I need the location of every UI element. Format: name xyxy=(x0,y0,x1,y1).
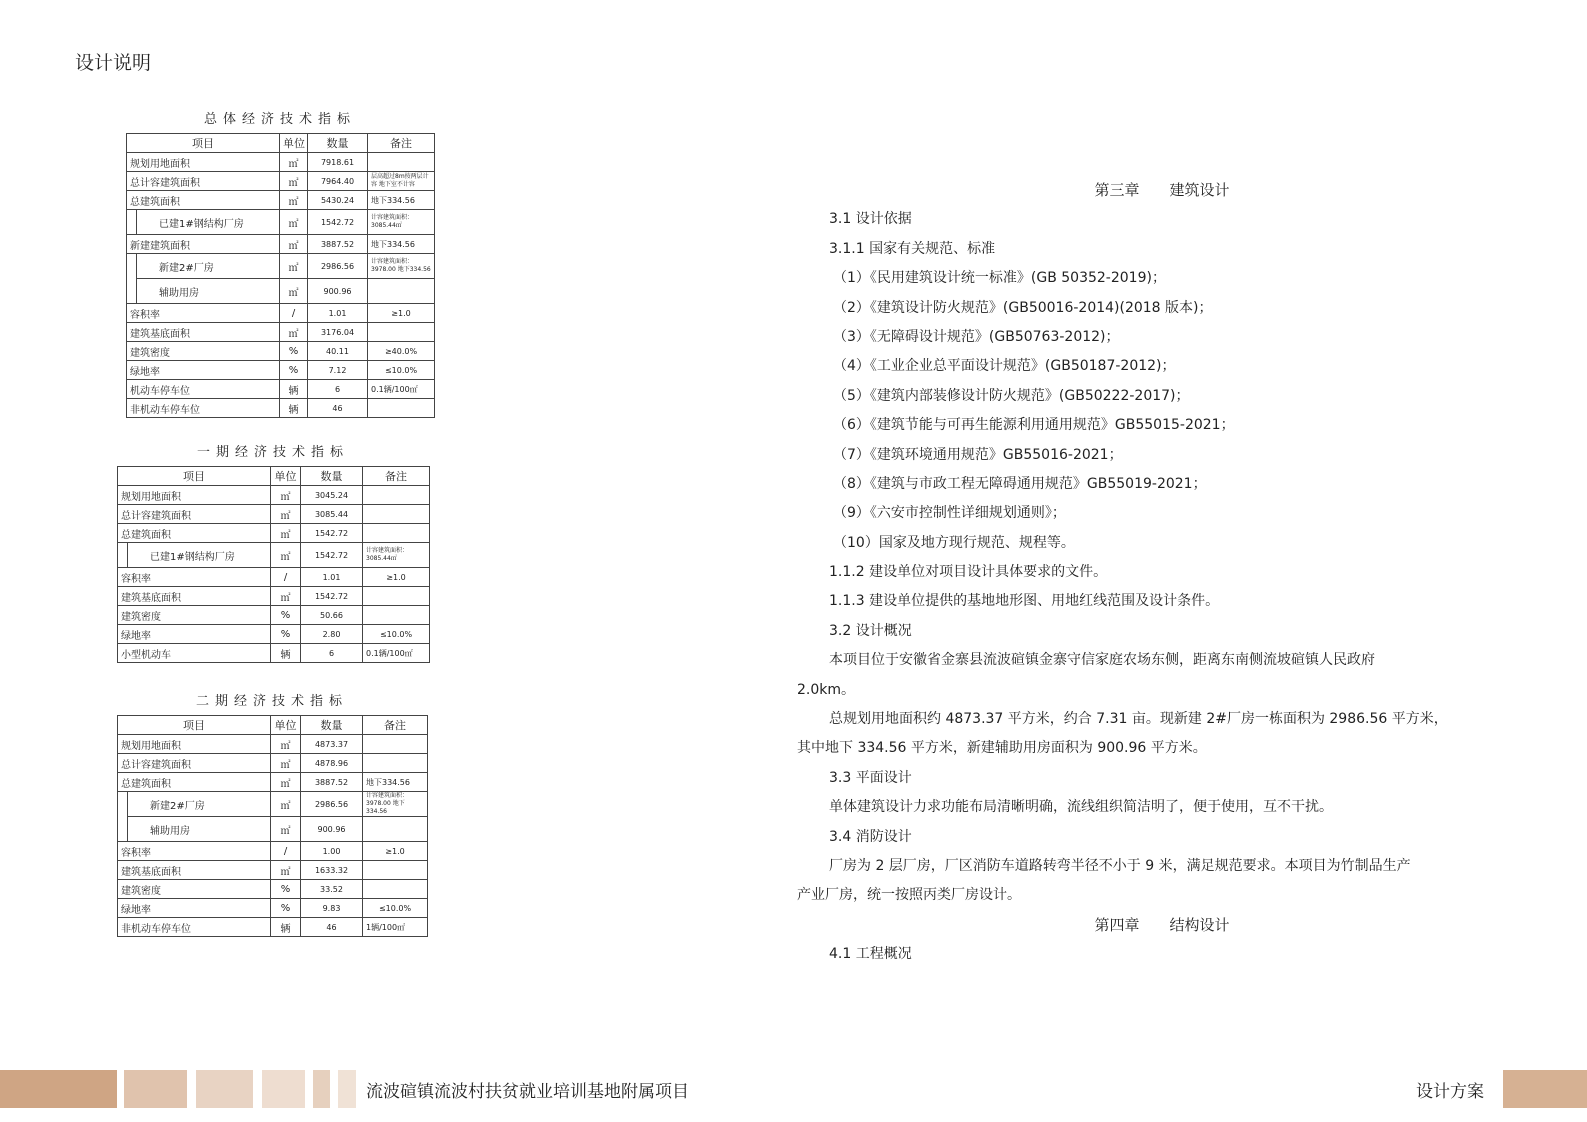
section-heading: 1.1.2 建设单位对项目设计具体要求的文件。 xyxy=(829,564,1108,581)
cell-qty: 50.66 xyxy=(301,606,363,625)
header-qty: 数量 xyxy=(301,467,363,486)
table-row xyxy=(127,172,435,191)
cell-name: 规划用地面积 xyxy=(118,486,271,505)
cell-unit: ㎡ xyxy=(280,323,308,342)
cell-note: ≥1.0 xyxy=(363,568,430,587)
cell-unit: % xyxy=(280,342,308,361)
table-row xyxy=(118,606,430,625)
cell-qty: 6 xyxy=(308,380,368,399)
cell-name: 新建建筑面积 xyxy=(127,235,280,254)
standard-item: （9）《六安市控制性详细规划通则》； xyxy=(833,505,1066,522)
standard-item: （8）《建筑与市政工程无障碍通用规范》GB55019-2021； xyxy=(833,475,1207,492)
cell-qty: 7.12 xyxy=(308,361,368,380)
cell-name: 容积率 xyxy=(118,568,271,587)
table-row xyxy=(127,361,435,380)
header-unit: 单位 xyxy=(271,716,301,735)
table-row xyxy=(127,191,435,210)
cell-name: 容积率 xyxy=(127,304,280,323)
header-unit: 单位 xyxy=(280,134,308,153)
header-qty: 数量 xyxy=(308,134,368,153)
header-item: 项目 xyxy=(118,716,271,735)
cell-name: 建筑密度 xyxy=(127,342,280,361)
cell-note: 计容建筑面积：3978.00 地下334.56 xyxy=(368,254,435,279)
footer-color-block xyxy=(124,1070,187,1108)
cell-unit: % xyxy=(271,899,301,918)
table-row xyxy=(118,880,428,899)
cell-note xyxy=(363,817,428,842)
cell-unit: ㎡ xyxy=(271,817,301,842)
section-heading: 3.3 平面设计 xyxy=(829,769,912,786)
cell-note: 计容建筑面积：3085.44㎡ xyxy=(368,210,435,235)
cell-qty: 2986.56 xyxy=(301,792,363,817)
table-row xyxy=(118,861,428,880)
cell-name: 总计容建筑面积 xyxy=(118,505,271,524)
cell-unit: 辆 xyxy=(271,644,301,663)
standard-item: （2）《建筑设计防火规范》(GB50016-2014)(2018 版本)； xyxy=(833,299,1213,316)
cell-unit: ㎡ xyxy=(280,279,308,304)
table-row xyxy=(118,524,430,543)
cell-qty: 5430.24 xyxy=(308,191,368,210)
table-row xyxy=(118,754,428,773)
cell-unit: / xyxy=(271,842,301,861)
cell-note: ≤10.0% xyxy=(368,361,435,380)
cell-qty: 900.96 xyxy=(301,817,363,842)
section-heading: 3.4 消防设计 xyxy=(829,828,912,845)
cell-qty: 33.52 xyxy=(301,880,363,899)
cell-note: 计容建筑面积：3085.44㎡ xyxy=(363,543,430,568)
cell-name: 总建筑面积 xyxy=(118,773,271,792)
cell-name: 总计容建筑面积 xyxy=(127,172,280,191)
cell-note xyxy=(368,279,435,304)
cell-note xyxy=(363,880,428,899)
cell-name: 规划用地面积 xyxy=(118,735,271,754)
cell-unit: / xyxy=(271,568,301,587)
indent-cell xyxy=(118,543,128,568)
cell-note: 地下334.56 xyxy=(368,235,435,254)
footer-section-label: 设计方案 xyxy=(1416,1082,1484,1102)
cell-note xyxy=(363,486,430,505)
phase2-indicator-table xyxy=(117,715,428,937)
paragraph-line: 产业厂房，统一按照丙类厂房设计。 xyxy=(797,887,1021,904)
cell-unit: % xyxy=(271,625,301,644)
cell-note: ≤10.0% xyxy=(363,899,428,918)
cell-note xyxy=(368,153,435,172)
cell-qty: 1.01 xyxy=(301,568,363,587)
table-row xyxy=(118,792,428,817)
table-row xyxy=(118,625,430,644)
design-description-text xyxy=(797,176,1487,970)
table-row xyxy=(118,735,428,754)
cell-qty: 1.01 xyxy=(308,304,368,323)
phase2-table-title: 二期经济技术指标 xyxy=(195,694,348,709)
cell-note xyxy=(363,587,430,606)
cell-note: 0.1辆/100㎡ xyxy=(368,380,435,399)
cell-qty: 6 xyxy=(301,644,363,663)
indent-cell xyxy=(118,817,128,842)
section-heading: 4.1 工程概况 xyxy=(829,946,912,963)
cell-unit: ㎡ xyxy=(271,486,301,505)
table-row xyxy=(118,918,428,937)
cell-unit: ㎡ xyxy=(271,773,301,792)
cell-name: 辅助用房 xyxy=(137,279,280,304)
cell-note xyxy=(363,505,430,524)
standard-item: （4）《工业企业总平面设计规范》(GB50187-2012)； xyxy=(833,358,1176,375)
cell-qty: 3176.04 xyxy=(308,323,368,342)
cell-unit: ㎡ xyxy=(280,254,308,279)
section-heading: 3.1.1 国家有关规范、标准 xyxy=(829,240,996,257)
cell-qty: 7964.40 xyxy=(308,172,368,191)
standard-item: （5）《建筑内部装修设计防火规范》(GB50222-2017)； xyxy=(833,387,1190,404)
cell-name: 总建筑面积 xyxy=(127,191,280,210)
cell-note xyxy=(363,606,430,625)
header-note: 备注 xyxy=(363,467,430,486)
section-heading: 1.1.3 建设单位提供的基地地形图、用地红线范围及设计条件。 xyxy=(829,593,1220,610)
cell-unit: ㎡ xyxy=(280,153,308,172)
cell-note: ≤10.0% xyxy=(363,625,430,644)
header-qty: 数量 xyxy=(301,716,363,735)
cell-note xyxy=(368,399,435,418)
cell-qty: 1542.72 xyxy=(308,210,368,235)
header-note: 备注 xyxy=(363,716,428,735)
cell-qty: 1542.72 xyxy=(301,543,363,568)
cell-note xyxy=(368,323,435,342)
table-row xyxy=(118,568,430,587)
header-note: 备注 xyxy=(368,134,435,153)
table-row xyxy=(127,153,435,172)
cell-qty: 46 xyxy=(308,399,368,418)
cell-qty: 2.80 xyxy=(301,625,363,644)
cell-name: 建筑基底面积 xyxy=(127,323,280,342)
standard-item: （6）《建筑节能与可再生能源利用通用规范》GB55015-2021； xyxy=(833,417,1235,434)
table-row xyxy=(127,279,435,304)
table-row xyxy=(127,235,435,254)
table-header-row xyxy=(127,134,435,153)
header-item: 项目 xyxy=(127,134,280,153)
paragraph-line: 单体建筑设计力求功能布局清晰明确，流线组织简洁明了，便于使用，互不干扰。 xyxy=(829,799,1333,816)
table-row xyxy=(118,587,430,606)
standard-item: （3）《无障碍设计规范》(GB50763-2012)； xyxy=(833,328,1120,345)
cell-unit: ㎡ xyxy=(280,235,308,254)
cell-name: 总计容建筑面积 xyxy=(118,754,271,773)
cell-note xyxy=(363,861,428,880)
cell-name: 建筑密度 xyxy=(118,606,271,625)
paragraph-line: 本项目位于安徽省金寨县流波碹镇金寨守信家庭农场东侧，距离东南侧流坡碹镇人民政府 xyxy=(829,652,1375,669)
cell-name: 新建2#厂房 xyxy=(137,254,280,279)
header-unit: 单位 xyxy=(271,467,301,486)
cell-name: 已建1#钢结构厂房 xyxy=(128,543,271,568)
cell-unit: ㎡ xyxy=(280,191,308,210)
cell-unit: ㎡ xyxy=(271,792,301,817)
cell-qty: 4878.96 xyxy=(301,754,363,773)
cell-unit: 辆 xyxy=(280,399,308,418)
cell-name: 辅助用房 xyxy=(128,817,271,842)
table-row xyxy=(127,380,435,399)
table-row xyxy=(127,399,435,418)
cell-name: 小型机动车 xyxy=(118,644,271,663)
cell-unit: 辆 xyxy=(280,380,308,399)
page-title: 设计说明 xyxy=(75,52,152,74)
table-row xyxy=(127,342,435,361)
cell-unit: ㎡ xyxy=(271,754,301,773)
cell-qty: 2986.56 xyxy=(308,254,368,279)
cell-note: 0.1辆/100㎡ xyxy=(363,644,430,663)
indent-cell xyxy=(127,210,137,235)
cell-name: 规划用地面积 xyxy=(127,153,280,172)
cell-qty: 3045.24 xyxy=(301,486,363,505)
footer-color-block xyxy=(1503,1070,1587,1108)
cell-unit: ㎡ xyxy=(280,172,308,191)
total-indicator-table xyxy=(126,133,435,418)
cell-unit: ㎡ xyxy=(271,505,301,524)
cell-qty: 46 xyxy=(301,918,363,937)
phase1-indicator-table xyxy=(117,466,430,663)
standard-item: （10）国家及地方现行规范、规程等。 xyxy=(833,534,1075,551)
table-row xyxy=(118,644,430,663)
section-heading: 3.1 设计依据 xyxy=(829,211,912,228)
table-row xyxy=(118,817,428,842)
cell-qty: 3085.44 xyxy=(301,505,363,524)
cell-qty: 4873.37 xyxy=(301,735,363,754)
table-row xyxy=(118,842,428,861)
table-row xyxy=(127,210,435,235)
table-header-row xyxy=(118,716,428,735)
cell-note: 地下334.56 xyxy=(368,191,435,210)
cell-name: 新建2#厂房 xyxy=(128,792,271,817)
cell-unit: % xyxy=(271,880,301,899)
cell-name: 已建1#钢结构厂房 xyxy=(137,210,280,235)
footer-color-block xyxy=(262,1070,305,1108)
cell-name: 非机动车停车位 xyxy=(127,399,280,418)
cell-qty: 1542.72 xyxy=(301,587,363,606)
table-row xyxy=(127,254,435,279)
indent-cell xyxy=(127,279,137,304)
cell-unit: / xyxy=(280,304,308,323)
paragraph-line: 其中地下 334.56 平方米，新建辅助用房面积为 900.96 平方米。 xyxy=(797,740,1207,757)
table-header-row xyxy=(118,467,430,486)
cell-unit: ㎡ xyxy=(271,861,301,880)
cell-qty: 900.96 xyxy=(308,279,368,304)
phase1-table-title: 一期经济技术指标 xyxy=(196,445,349,460)
footer-color-block xyxy=(338,1070,356,1108)
cell-qty: 1542.72 xyxy=(301,524,363,543)
cell-qty: 1.00 xyxy=(301,842,363,861)
cell-name: 容积率 xyxy=(118,842,271,861)
footer-bar xyxy=(0,1070,1587,1108)
table-row xyxy=(118,486,430,505)
cell-name: 绿地率 xyxy=(127,361,280,380)
cell-note xyxy=(363,524,430,543)
total-table-title: 总体经济技术指标 xyxy=(203,112,356,127)
cell-note xyxy=(363,754,428,773)
header-item: 项目 xyxy=(118,467,271,486)
standard-item: （1）《民用建筑设计统一标准》(GB 50352-2019)； xyxy=(833,270,1166,287)
cell-unit: % xyxy=(280,361,308,380)
cell-note: ≥1.0 xyxy=(368,304,435,323)
indent-cell xyxy=(127,254,137,279)
table-row xyxy=(118,505,430,524)
cell-unit: ㎡ xyxy=(271,543,301,568)
indent-cell xyxy=(118,792,128,817)
cell-name: 绿地率 xyxy=(118,899,271,918)
cell-name: 总建筑面积 xyxy=(118,524,271,543)
cell-name: 机动车停车位 xyxy=(127,380,280,399)
cell-name: 非机动车停车位 xyxy=(118,918,271,937)
cell-note xyxy=(363,735,428,754)
cell-name: 建筑基底面积 xyxy=(118,587,271,606)
footer-project-title: 流波碹镇流波村扶贫就业培训基地附属项目 xyxy=(366,1082,689,1102)
cell-note: 1辆/100㎡ xyxy=(363,918,428,937)
paragraph-line: 厂房为 2 层厂房，厂区消防车道路转弯半径不小于 9 米，满足规范要求。本项目为竹制品生产 xyxy=(829,857,1411,874)
cell-name: 建筑基底面积 xyxy=(118,861,271,880)
cell-name: 绿地率 xyxy=(118,625,271,644)
cell-unit: ㎡ xyxy=(271,735,301,754)
cell-qty: 3887.52 xyxy=(301,773,363,792)
cell-qty: 7918.61 xyxy=(308,153,368,172)
chapter-3-title: 第三章 建筑设计 xyxy=(1094,181,1230,199)
cell-unit: 辆 xyxy=(271,918,301,937)
cell-qty: 9.83 xyxy=(301,899,363,918)
footer-color-block xyxy=(0,1070,117,1108)
table-row xyxy=(127,304,435,323)
table-row xyxy=(118,899,428,918)
section-heading: 3.2 设计概况 xyxy=(829,622,912,639)
cell-qty: 40.11 xyxy=(308,342,368,361)
cell-note: 层高超过8m按两层计容 地下室不计容 xyxy=(368,172,435,191)
paragraph-line: 2.0km。 xyxy=(797,681,856,698)
cell-qty: 1633.32 xyxy=(301,861,363,880)
cell-unit: % xyxy=(271,606,301,625)
cell-note: ≥40.0% xyxy=(368,342,435,361)
cell-unit: ㎡ xyxy=(271,524,301,543)
table-row xyxy=(118,543,430,568)
chapter-4-title: 第四章 结构设计 xyxy=(1094,915,1230,934)
footer-color-block xyxy=(196,1070,253,1108)
cell-unit: ㎡ xyxy=(271,587,301,606)
standard-item: （7）《建筑环境通用规范》GB55016-2021； xyxy=(833,446,1123,463)
table-row xyxy=(118,773,428,792)
cell-note: ≥1.0 xyxy=(363,842,428,861)
table-row xyxy=(127,323,435,342)
paragraph-line: 总规划用地面积约 4873.37 平方米，约合 7.31 亩。现新建 2#厂房一栋面积为 2986.56 平方米， xyxy=(829,711,1448,728)
cell-note: 计容建筑面积：3978.00 地下334.56 xyxy=(363,792,428,817)
footer-color-block xyxy=(313,1070,330,1108)
cell-note: 地下334.56 xyxy=(363,773,428,792)
cell-qty: 3887.52 xyxy=(308,235,368,254)
cell-name: 建筑密度 xyxy=(118,880,271,899)
cell-unit: ㎡ xyxy=(280,210,308,235)
